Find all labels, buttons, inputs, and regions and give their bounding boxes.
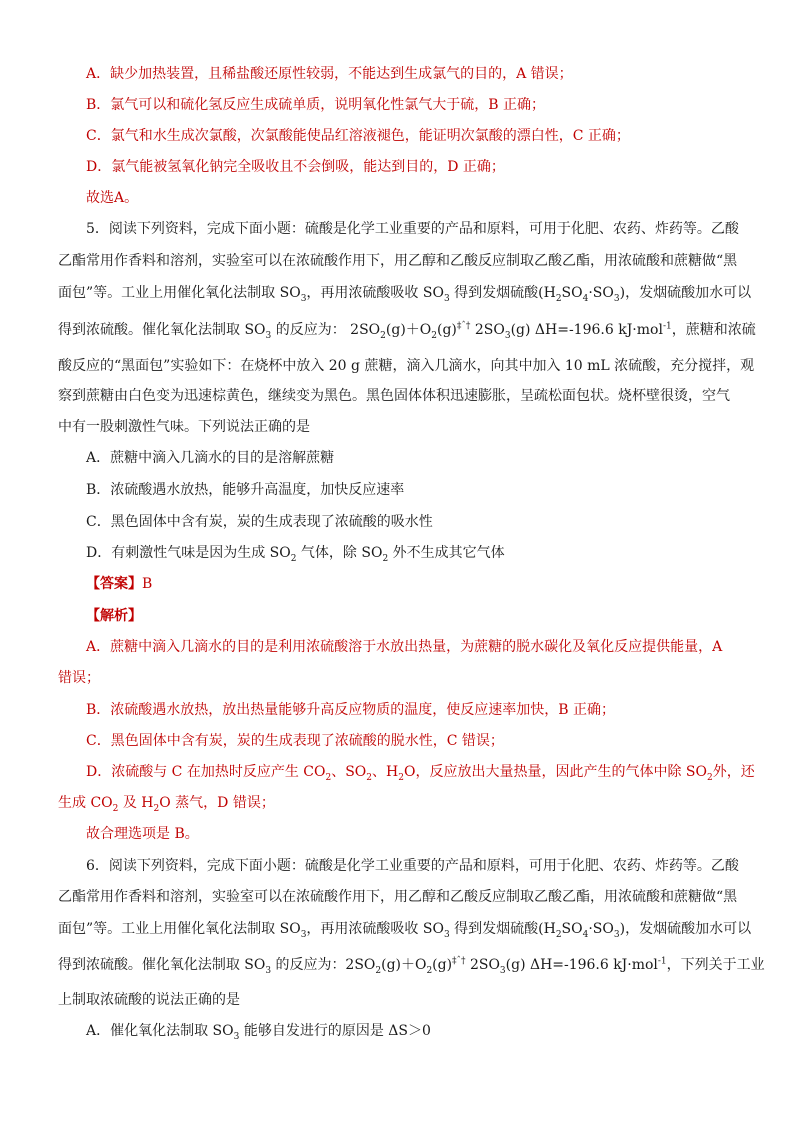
q5-analysis-tag: 【解析】	[86, 608, 142, 624]
q4-conclusion: 故选A。	[86, 190, 139, 206]
q5-stem-line-3: 面包”等。工业上用催化氧化法制取 $SO_3$，再用浓硫酸吸收 $SO_3$ 得到发烟硫酸$(H_2SO_4\cdot SO_3)$，发烟硫酸加水可以	[58, 285, 752, 304]
q5-answer	[86, 574, 152, 594]
q4-analysis-c: C．氯气和水生成次氯酸，次氯酸能使品红溶液褪色，能证明次氯酸的漂白性，C 正确；	[86, 128, 630, 144]
q5-conclusion: 故合理选项是 B。	[86, 826, 199, 842]
q6-stem-line-5: 上制取浓硫酸的说法正确的是	[58, 992, 240, 1008]
q5-stem-line-7: 中有一股刺激性气味。下列说法正确的是	[58, 419, 310, 435]
answer-tag: 【答案】	[86, 576, 142, 592]
q6-stem-line-4: 得到浓硫酸。催化氧化法制取 $SO_3$ 的反应为：$2SO_2(g)+O_2(g)^{\ddagger ˆ\dagger}$ $2SO_3(g)$ ΔH=-196.6 kJ·mol$^{-1}$，下列关于工业	[58, 956, 765, 976]
answer-value: B	[142, 576, 153, 592]
q5-stem-line-6: 察到蔗糖由白色变为迅速棕黄色，继续变为黑色。黑色固体体积迅速膨胀，呈疏松面包状。烧杯壁很烫，空气	[58, 388, 730, 404]
q5-stem-line-1: 5．阅读下列资料，完成下面小题：硫酸是化学工业重要的产品和原料，可用于化肥、农药、炸药等。乙酸	[86, 221, 739, 237]
q5-option-d: D．有刺激性气味是因为生成 $SO_2$ 气体，除 $SO_2$ 外不生成其它气体	[86, 545, 505, 564]
q5-option-a: A．蔗糖中滴入几滴水的目的是溶解蔗糖	[86, 450, 335, 466]
q5-analysis-a-line-2: 错误；	[58, 670, 100, 686]
q5-analysis-c: C．黑色固体中含有炭，炭的生成表现了浓硫酸的脱水性，C 错误；	[86, 733, 504, 749]
equilibrium-arrow: ‡ˆ†	[456, 321, 471, 332]
q5-stem-line-5: 酸反应的“黑面包”实验如下：在烧杯中放入 20 g 蔗糖，滴入几滴水，向其中加入 10 mL 浓硫酸，充分搅拌，观	[58, 358, 755, 374]
q5-option-c: C．黑色固体中含有炭，炭的生成表现了浓硫酸的吸水性	[86, 514, 433, 530]
q5-analysis-a-line-1: A．蔗糖中滴入几滴水的目的是利用浓硫酸溶于水放出热量，为蔗糖的脱水碳化及氧化反应提供能量，A	[86, 639, 723, 655]
q6-stem-line-3: 面包”等。工业上用催化氧化法制取 $SO_3$，再用浓硫酸吸收 $SO_3$ 得到发烟硫酸$(H_2SO_4\cdot SO_3)$，发烟硫酸加水可以	[58, 921, 752, 940]
q5-analysis-b: B．浓硫酸遇水放热，放出热量能够升高反应物质的温度，使反应速率加快，B 正确；	[86, 702, 616, 718]
q6-stem-line-1: 6．阅读下列资料，完成下面小题：硫酸是化学工业重要的产品和原料，可用于化肥、农药、炸药等。乙酸	[86, 858, 739, 874]
q5-analysis-d-line-2: 生成 $CO_2$ 及 $H_2O$ 蒸气，D 错误；	[58, 795, 275, 814]
q6-stem-line-2: 乙酯常用作香料和溶剂，实验室可以在浓硫酸作用下，用乙醇和乙酸反应制取乙酸乙酯，用浓硫酸和蔗糖做“黑	[58, 889, 738, 905]
q4-analysis-a: A．缺少加热装置，且稀盐酸还原性较弱，不能达到生成氯气的目的，A 错误；	[86, 66, 573, 82]
q4-analysis-d: D．氯气能被氢氧化钠完全吸收且不会倒吸，能达到目的，D 正确；	[86, 159, 505, 175]
q5-option-b: B．浓硫酸遇水放热，能够升高温度，加快反应速率	[86, 482, 405, 498]
q5-stem-line-2: 乙酯常用作香料和溶剂，实验室可以在浓硫酸作用下，用乙醇和乙酸反应制取乙酸乙酯，用浓硫酸和蔗糖做“黑	[58, 253, 738, 269]
q5-stem-line-4: 得到浓硫酸。催化氧化法制取 $SO_3$ 的反应为： $2SO_2(g)+O_2(g)^{\ddagger ˆ\dagger}$ $2SO_3(g)$ ΔH=-196.6 kJ·mol$^{-1}$，蔗糖和浓硫	[58, 321, 756, 341]
q6-option-a: A．催化氧化法制取 $SO_3$ 能够自发进行的原因是 ΔS＞0	[86, 1023, 431, 1042]
q4-analysis-b: B．氯气可以和硫化氢反应生成硫单质，说明氧化性氯气大于硫，B 正确；	[86, 97, 546, 113]
q5-analysis-d-line-1: D．浓硫酸与 C 在加热时反应产生 $CO_2$、$SO_2$、$H_2O$，反应放出大量热量，因此产生的气体中除 $SO_2$外，还	[86, 764, 755, 783]
equilibrium-arrow: ‡ˆ†	[452, 956, 466, 967]
